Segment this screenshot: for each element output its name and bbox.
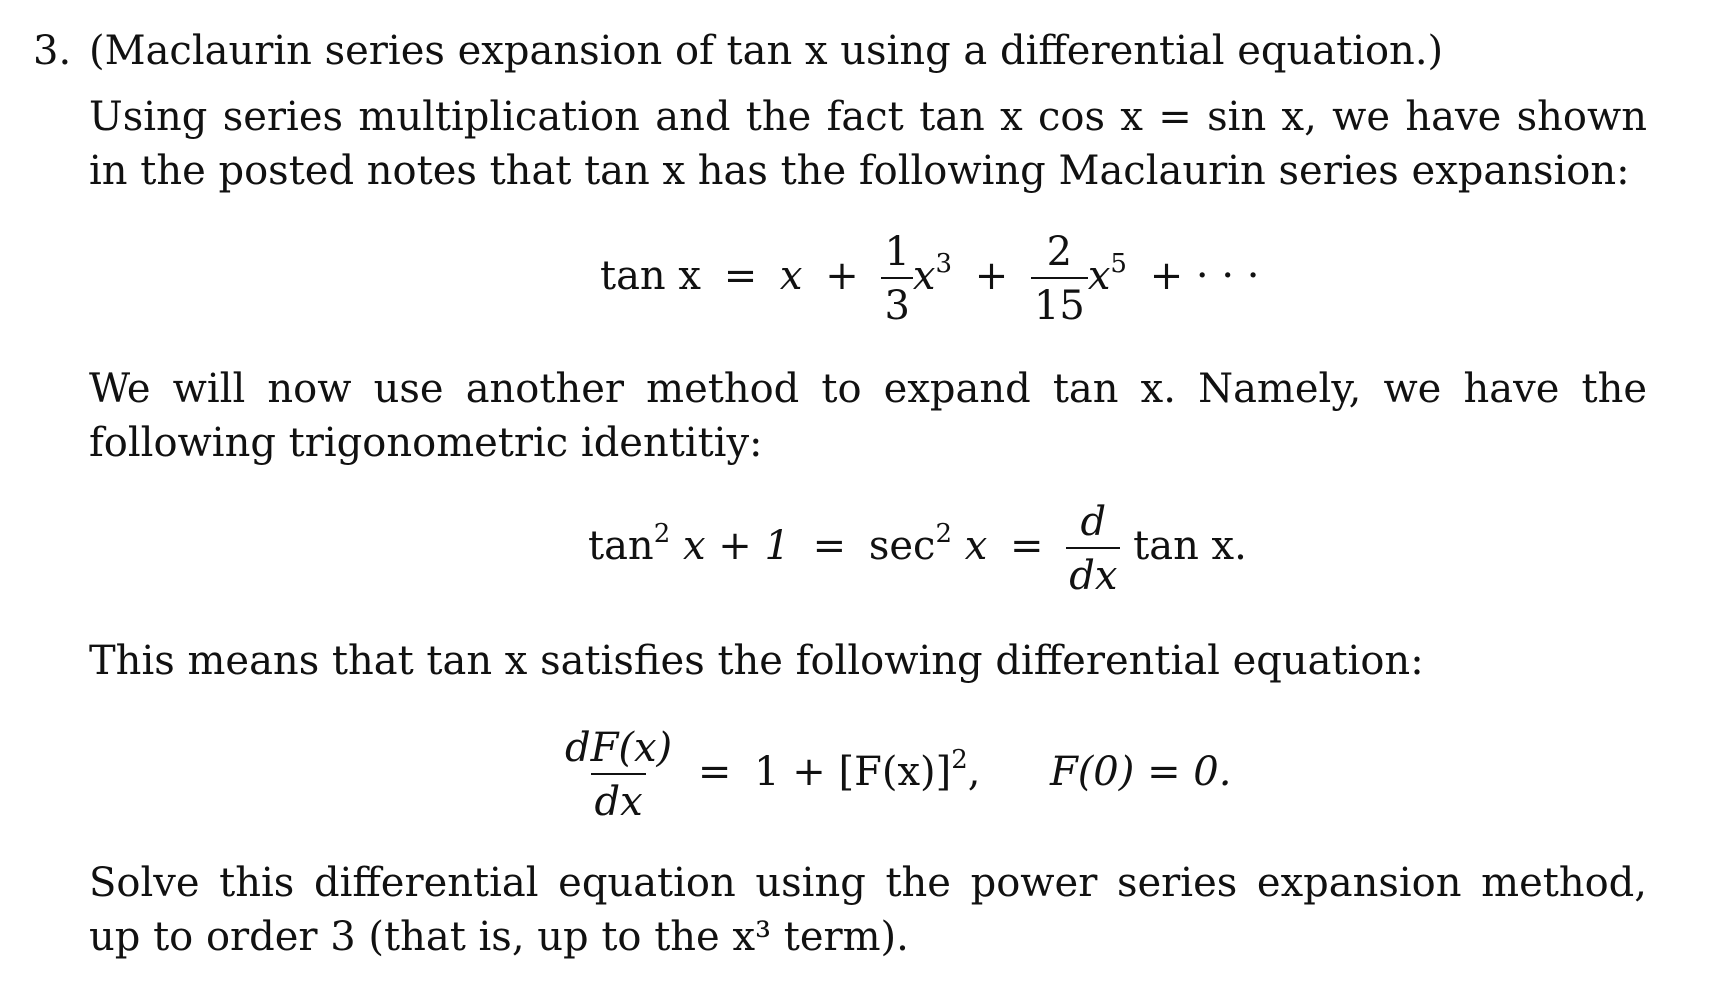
problem-number: 3.	[33, 28, 72, 74]
identity-tan-exponent: 2	[653, 519, 671, 549]
ode-initial-condition: F(0) = 0.	[1049, 749, 1232, 795]
intro-paragraph: Using series multiplication and the fact tan x cos x = sin x, we have shown in the posted notes that tan x has the following Maclaurin series expansion:	[89, 94, 1647, 194]
series-term-2-var: x	[912, 253, 936, 299]
fraction-2-numerator: 2	[1046, 229, 1073, 275]
paragraph-method: We will now use another method to expand tan x. Namely, we have the following trigonometric identitiy:	[89, 366, 1647, 466]
derivative-numerator: d	[1080, 499, 1107, 545]
series-plus-1: +	[825, 253, 859, 299]
series-term-3-exponent: 5	[1110, 249, 1127, 279]
identity-equals-2: =	[1010, 523, 1044, 569]
problem-title: (Maclaurin series expansion of tan x using a differential equation.)	[89, 28, 1444, 74]
series-equals: =	[723, 253, 758, 299]
fraction-two-fifteenths	[1031, 229, 1088, 329]
fraction-one-third	[881, 229, 912, 329]
series-equation	[600, 229, 1270, 329]
series-lhs: tan x	[600, 253, 701, 299]
identity-equals-1: =	[812, 523, 847, 569]
ode-denominator: dx	[591, 773, 645, 822]
identity-tan-rest: x + 1	[682, 523, 790, 569]
series-term-3-var: x	[1087, 253, 1111, 299]
ode-derivative-fraction	[562, 725, 675, 825]
ode-comma: ,	[967, 749, 981, 795]
identity-equation	[588, 499, 1247, 599]
identity-sec-rest: x	[964, 523, 988, 569]
derivative-operator	[1066, 499, 1120, 599]
paragraph-ode-intro: This means that tan x satisfies the following differential equation:	[89, 638, 1424, 684]
fraction-2-denominator: 15	[1031, 277, 1088, 326]
series-term-1: x	[779, 253, 803, 299]
identity-tan: tan	[588, 523, 654, 569]
series-tail: + · · ·	[1149, 253, 1260, 299]
fraction-1-denominator: 3	[881, 277, 912, 326]
fraction-1-numerator: 1	[884, 229, 910, 275]
ode-numerator: dF(x)	[565, 725, 673, 771]
identity-rhs: tan x.	[1133, 523, 1247, 569]
paragraph-task: Solve this differential equation using the power series expansion method, up to order 3 (that is, up to the x³ term).	[89, 860, 1647, 960]
identity-sec: sec	[868, 523, 936, 569]
ode-rhs-exponent: 2	[951, 745, 968, 775]
derivative-denominator: dx	[1066, 547, 1120, 596]
series-term-2-exponent: 3	[935, 249, 952, 279]
series-plus-2: +	[974, 253, 1009, 299]
ode-rhs: 1 + [F(x)]	[754, 749, 952, 795]
ode-equation	[562, 725, 1232, 825]
identity-sec-exponent: 2	[935, 519, 953, 549]
ode-equals: =	[697, 749, 732, 795]
